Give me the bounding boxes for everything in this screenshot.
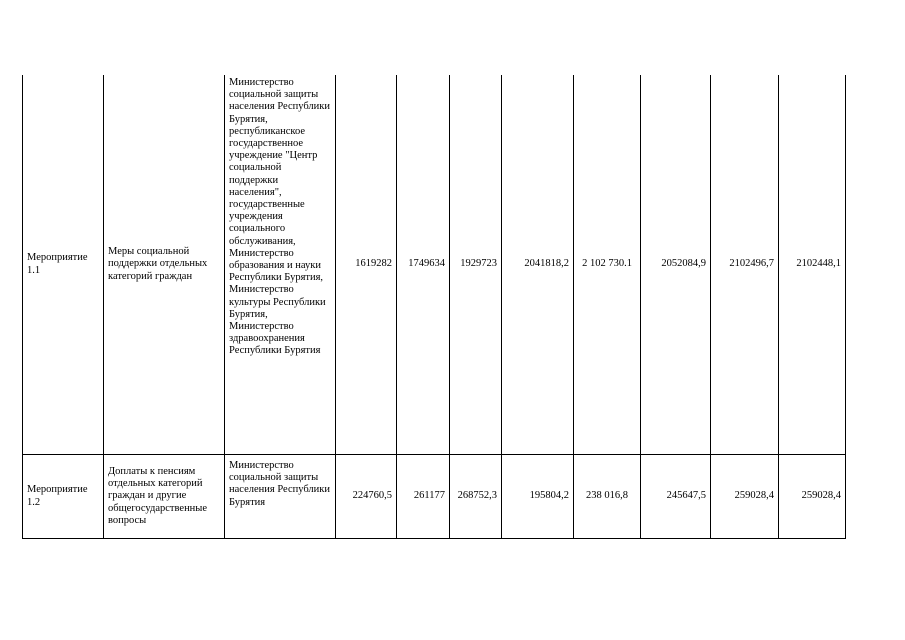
- value-cell: 224760,5: [336, 455, 397, 539]
- value-cell: 245647,5: [641, 455, 711, 539]
- budget-table: [22, 75, 846, 539]
- event-cell: Мероприятие 1.2: [23, 455, 104, 539]
- value-cell: 2052084,9: [641, 75, 711, 455]
- value-cell: 1929723: [450, 75, 502, 455]
- table-row: [23, 75, 846, 455]
- value-cell: 2 102 730.1: [574, 75, 641, 455]
- value-cell: 259028,4: [779, 455, 846, 539]
- value-cell: 268752,3: [450, 455, 502, 539]
- value-cell: 1619282: [336, 75, 397, 455]
- executor-cell: Министерство социальной защиты населения Республики Бурятия: [225, 455, 336, 539]
- value-cell: 195804,2: [502, 455, 574, 539]
- value-cell: 259028,4: [711, 455, 779, 539]
- event-name-cell: Доплаты к пенсиям отдельных категорий граждан и другие общегосударственные вопросы: [104, 455, 225, 539]
- value-cell: 2102496,7: [711, 75, 779, 455]
- value-cell: 2041818,2: [502, 75, 574, 455]
- value-cell: 2102448,1: [779, 75, 846, 455]
- table-row: [23, 455, 846, 539]
- value-cell: 238 016,8: [574, 455, 641, 539]
- event-name-cell: Меры социальной поддержки отдельных категорий граждан: [104, 75, 225, 455]
- executor-cell: Министерство социальной защиты населения Республики Бурятия, республиканское государственное учреждение "Центр социальной поддержки населения", государственные учреждения социального обслуживания, Министерство образования и науки Республики Бурятия, Министерство культуры Республики Бурятия, Министерство здравоохранения Республики Бурятия: [225, 75, 336, 455]
- value-cell: 261177: [397, 455, 450, 539]
- event-cell: Мероприятие 1.1: [23, 75, 104, 455]
- value-cell: 1749634: [397, 75, 450, 455]
